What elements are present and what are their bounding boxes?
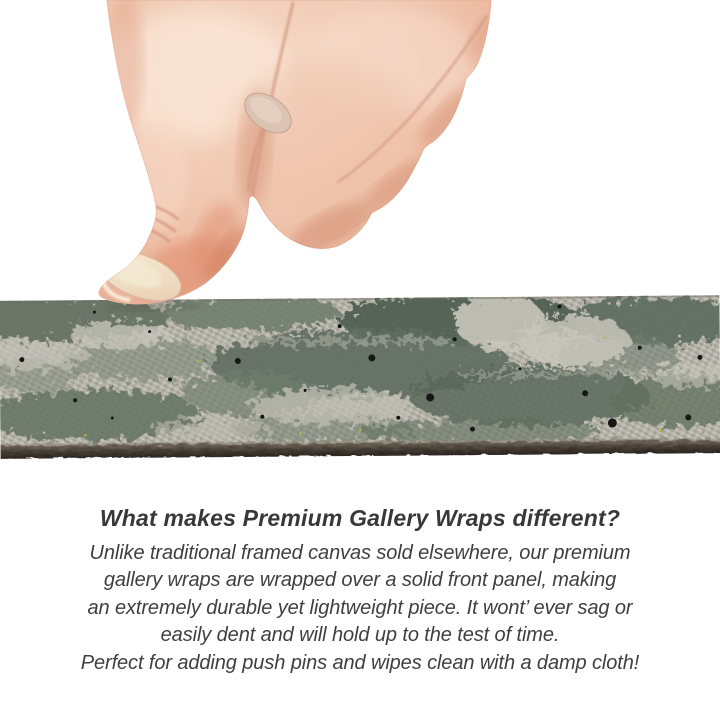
info-line-2: gallery wraps are wrapped over a solid front panel, making	[103, 569, 617, 592]
info-line-3: an extremely durable yet lightweight piece. It wont’ ever sag or	[87, 596, 633, 619]
info-text-block	[0, 503, 720, 677]
info-line-4: easily dent and will hold up to the test of time.	[160, 624, 560, 647]
canvas-edge-art	[0, 295, 720, 459]
hand-photo	[0, 0, 720, 312]
info-title: What makes Premium Gallery Wraps different?	[99, 505, 621, 531]
info-line-1: Unlike traditional framed canvas sold elsewhere, our premium	[89, 542, 631, 564]
info-line-5: Perfect for adding push pins and wipes clean with a damp cloth!	[80, 651, 640, 674]
canvas-edge-strip	[0, 295, 720, 459]
